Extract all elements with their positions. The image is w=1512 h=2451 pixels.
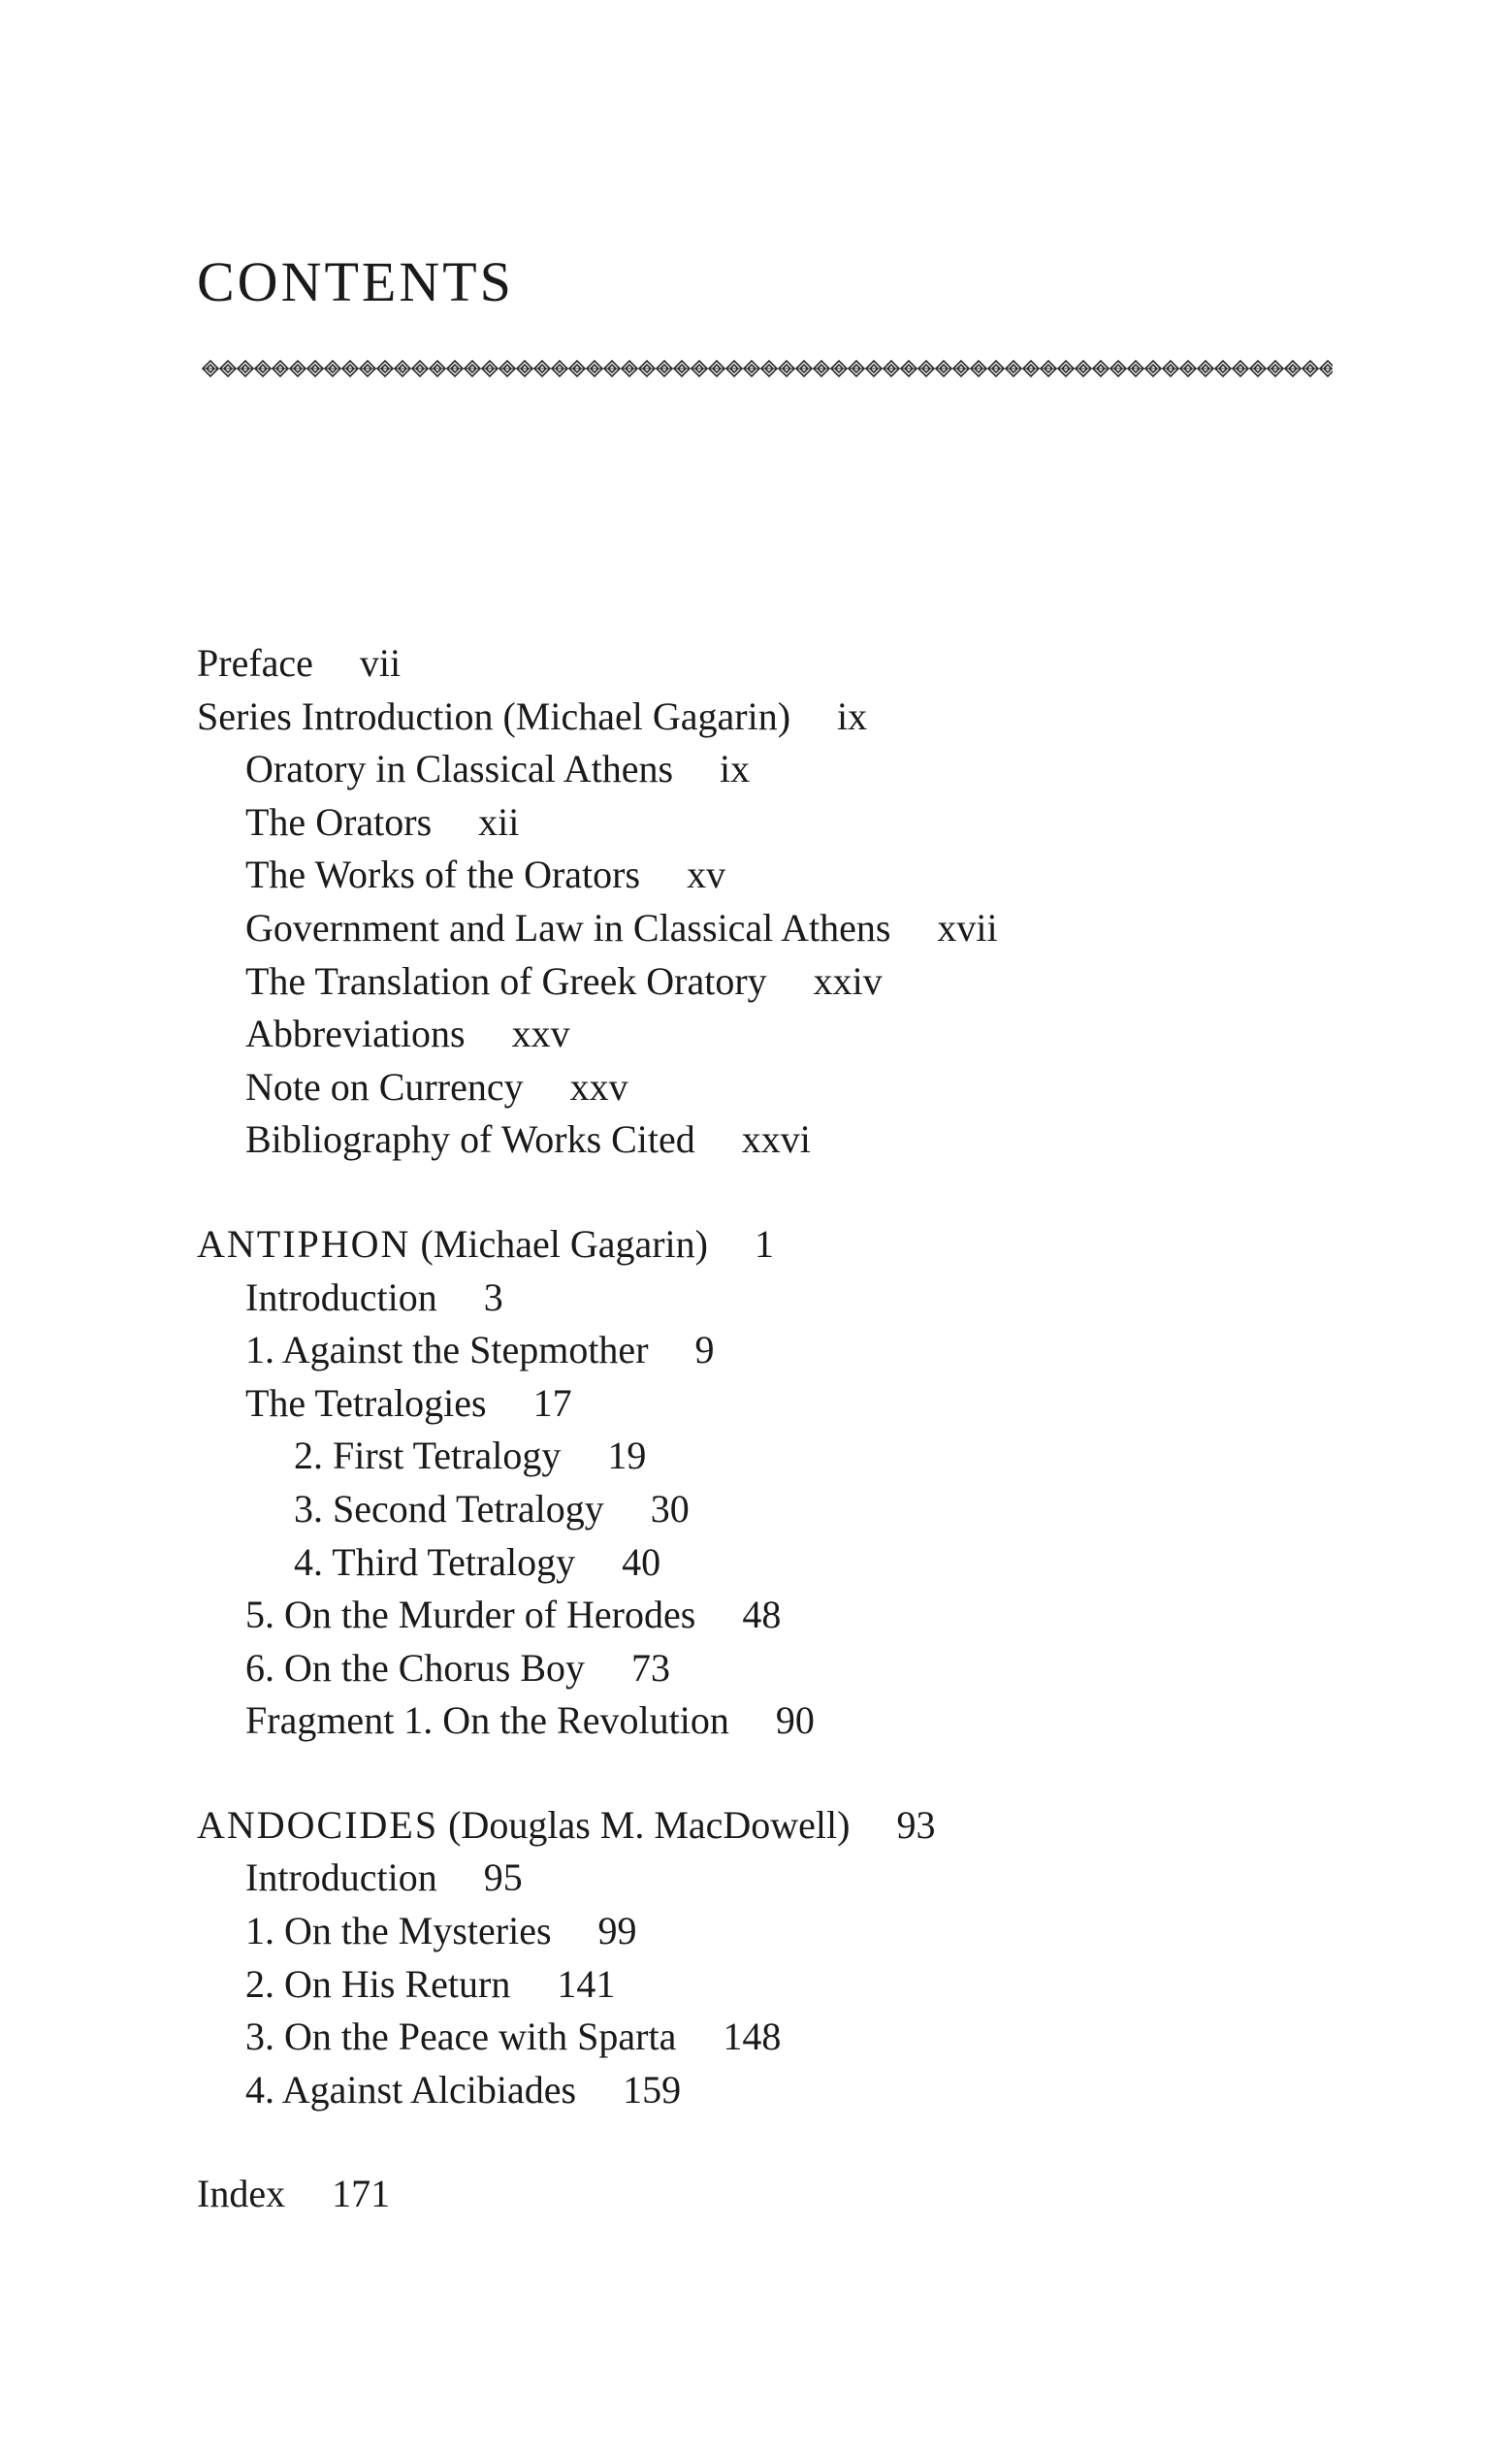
- entry-title: The Tetralogies: [245, 1380, 487, 1425]
- toc-entry[interactable]: [197, 796, 1361, 850]
- toc-entry[interactable]: [197, 743, 1361, 796]
- entry-page: 17: [532, 1380, 572, 1425]
- entry-page: vii: [359, 641, 402, 685]
- entry-title: Series Introduction (Michael Gagarin): [197, 693, 791, 738]
- toc-entry[interactable]: [197, 1430, 1361, 1483]
- entry-title: The Orators: [245, 799, 433, 844]
- toc-entry[interactable]: [197, 1324, 1361, 1377]
- entry-title: Introduction: [245, 1274, 437, 1319]
- entry-title: 2. First Tetralogy: [294, 1434, 562, 1478]
- translator-name: (Douglas M. MacDowell): [448, 1802, 851, 1847]
- entry-page: 3: [483, 1274, 503, 1319]
- entry-title: Bibliography of Works Cited: [245, 1117, 695, 1162]
- toc-entry[interactable]: [197, 2064, 1361, 2117]
- entry-page: 40: [622, 1539, 661, 1584]
- toc-entry[interactable]: [197, 1061, 1361, 1114]
- andocides-section: [197, 1799, 1361, 2117]
- translator-name: (Michael Gagarin): [420, 1221, 708, 1266]
- toc-entry[interactable]: [197, 1852, 1361, 1905]
- entry-title: 4. Third Tetralogy: [294, 1539, 576, 1584]
- entry-page: ix: [720, 747, 751, 791]
- decorative-rule: [202, 357, 1333, 380]
- toc-entry[interactable]: [197, 637, 1361, 691]
- entry-title: 3. Second Tetralogy: [294, 1486, 604, 1531]
- toc-entry[interactable]: [197, 691, 1361, 744]
- entry-page: xii: [478, 799, 520, 844]
- toc-entry[interactable]: [197, 849, 1361, 902]
- entry-title: 4. Against Alcibiades: [245, 2067, 577, 2112]
- table-of-contents: [197, 637, 1361, 2273]
- antiphon-section: [197, 1218, 1361, 1748]
- toc-entry[interactable]: [197, 1272, 1361, 1325]
- toc-entry[interactable]: [197, 1008, 1361, 1061]
- toc-entry[interactable]: [197, 1589, 1361, 1642]
- entry-page: 148: [723, 2015, 782, 2059]
- entry-page: 93: [896, 1802, 936, 1847]
- toc-entry[interactable]: [197, 902, 1361, 955]
- entry-title: 6. On the Chorus Boy: [245, 1645, 585, 1690]
- index-section: [197, 2168, 1361, 2221]
- author-heading[interactable]: [197, 1799, 1361, 1853]
- entry-page: ix: [837, 693, 868, 738]
- entry-page: 9: [694, 1328, 715, 1372]
- entry-page: xxiv: [813, 958, 883, 1003]
- page-title: CONTENTS: [197, 250, 514, 313]
- entry-title: 1. Against the Stepmother: [245, 1328, 649, 1372]
- entry-title: Note on Currency: [245, 1064, 524, 1109]
- entry-page: 90: [775, 1698, 815, 1743]
- entry-page: 73: [631, 1645, 670, 1690]
- entry-page: 48: [742, 1593, 782, 1637]
- front-matter-section: [197, 637, 1361, 1167]
- entry-page: 141: [557, 1961, 616, 2006]
- entry-title: Preface: [197, 641, 313, 685]
- entry-title: 2. On His Return: [245, 1961, 511, 2006]
- toc-entry[interactable]: [197, 2011, 1361, 2064]
- entry-title: The Translation of Greek Oratory: [245, 958, 767, 1003]
- entry-page: xvii: [937, 905, 998, 950]
- entry-page: 1: [754, 1221, 774, 1266]
- entry-title: 1. On the Mysteries: [245, 1909, 552, 1953]
- toc-entry[interactable]: [197, 1958, 1361, 2012]
- entry-title: 5. On the Murder of Herodes: [245, 1593, 696, 1637]
- toc-entry[interactable]: [197, 955, 1361, 1009]
- toc-entry[interactable]: [197, 1536, 1361, 1590]
- author-name: ANTIPHON: [197, 1221, 411, 1266]
- entry-page: xxvi: [741, 1117, 811, 1162]
- entry-title: Oratory in Classical Athens: [245, 747, 674, 791]
- entry-page: 30: [650, 1486, 690, 1531]
- entry-title: Abbreviations: [245, 1012, 466, 1056]
- entry-title: Government and Law in Classical Athens: [245, 905, 891, 950]
- toc-entry[interactable]: [197, 1905, 1361, 1958]
- author-name: ANDOCIDES: [197, 1802, 439, 1847]
- entry-page: 95: [483, 1855, 523, 1900]
- entry-page: xv: [687, 853, 726, 897]
- toc-entry[interactable]: [197, 1377, 1361, 1431]
- entry-title: Index: [197, 2172, 286, 2216]
- toc-entry[interactable]: [197, 1642, 1361, 1695]
- entry-page: 159: [623, 2067, 682, 2112]
- entry-title: Introduction: [245, 1855, 437, 1900]
- toc-entry[interactable]: [197, 1483, 1361, 1536]
- entry-page: 99: [597, 1909, 637, 1953]
- toc-entry[interactable]: [197, 1694, 1361, 1748]
- entry-title: The Works of the Orators: [245, 853, 641, 897]
- entry-page: xxv: [569, 1064, 628, 1109]
- entry-page: 171: [332, 2172, 391, 2216]
- toc-entry[interactable]: [197, 1113, 1361, 1167]
- entry-page: xxv: [511, 1012, 570, 1056]
- author-heading[interactable]: [197, 1218, 1361, 1272]
- entry-title: 3. On the Peace with Sparta: [245, 2015, 677, 2059]
- entry-page: 19: [607, 1434, 647, 1478]
- entry-title: Fragment 1. On the Revolution: [245, 1698, 729, 1743]
- toc-entry[interactable]: [197, 2168, 1361, 2221]
